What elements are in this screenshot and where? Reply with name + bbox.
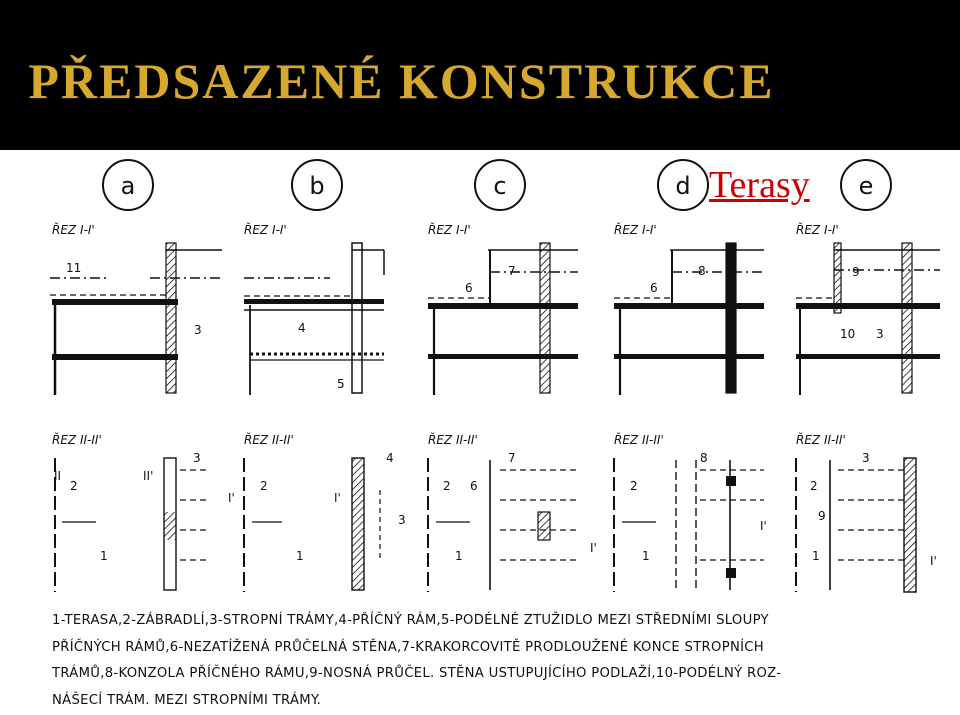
column-letter: b <box>309 172 325 200</box>
title-bar <box>0 0 960 150</box>
section-mark-2: II <box>54 469 62 483</box>
callout-1: 1 <box>642 549 650 563</box>
callout-3: 3 <box>194 323 202 337</box>
section-mark-1p: I' <box>760 519 767 533</box>
section-caption-top: ŘEZ I-I' <box>796 223 839 237</box>
section-mark-2p: II' <box>143 469 154 483</box>
legend-line: NÁŠECÍ TRÁM. MEZI STROPNÍMI TRÁMY. <box>52 692 322 708</box>
callout-8: 8 <box>700 451 708 465</box>
callout-8: 8 <box>698 264 706 278</box>
callout-9: 9 <box>818 509 826 523</box>
column-d-marker <box>658 160 708 210</box>
callout-7: 7 <box>508 264 516 278</box>
callout-3: 3 <box>862 451 870 465</box>
section-mark-1p: I' <box>590 541 597 555</box>
callout-4: 4 <box>386 451 394 465</box>
callout-6: 6 <box>650 281 658 295</box>
section-caption-top: ŘEZ I-I' <box>614 223 657 237</box>
callout-7: 7 <box>508 451 516 465</box>
legend-line: 1-TERASA,2-ZÁBRADLÍ,3-STROPNÍ TRÁMY,4-PŘÍČNÝ RÁM,5-PODÉLNÉ ZTUŽIDLO MEZI STŘEDNÍMI SLOUPY <box>52 613 769 628</box>
panel-c-section-1 <box>428 243 578 395</box>
column-letter: c <box>493 172 507 200</box>
callout-1: 1 <box>100 549 108 563</box>
callout-11: 11 <box>66 261 82 275</box>
section-caption-top: ŘEZ I-I' <box>244 223 287 237</box>
callout-2: 2 <box>443 479 451 493</box>
callout-1: 1 <box>812 549 820 563</box>
section-caption-bottom: ŘEZ II-II' <box>428 433 478 447</box>
section-caption-bottom: ŘEZ II-II' <box>796 433 846 447</box>
panel-a-section-2 <box>55 458 210 592</box>
callout-1: 1 <box>455 549 463 563</box>
section-mark-1p: I' <box>930 554 937 568</box>
callout-5: 5 <box>337 377 345 391</box>
legend-line: TRÁMŮ,8-KONZOLA PŘÍČNÉHO RÁMU,9-NOSNÁ PRŮČEL. STĚNA USTUPUJÍCÍHO PODLAŽÍ,10-PODÉLNÝ ROZ- <box>52 666 782 681</box>
section-mark-1p: I' <box>334 491 341 505</box>
page-title: PŘEDSAZENÉ KONSTRUKCE <box>28 53 775 109</box>
callout-9: 9 <box>852 265 860 279</box>
callout-2: 2 <box>70 479 78 493</box>
callout-3: 3 <box>876 327 884 341</box>
column-letter: a <box>120 172 136 200</box>
column-e-marker <box>841 160 891 210</box>
panel-b-section-1 <box>244 243 384 395</box>
terasy-annotation: Terasy <box>709 164 810 206</box>
panel-d-section-1 <box>614 243 764 395</box>
section-mark-1p: I' <box>228 491 235 505</box>
callout-2: 2 <box>810 479 818 493</box>
callout-3: 3 <box>398 513 406 527</box>
column-c-marker <box>475 160 525 210</box>
callout-4: 4 <box>298 321 306 335</box>
callout-3: 3 <box>193 451 201 465</box>
legend-line: PŘÍČNÝCH RÁMŮ,6-NEZATÍŽENÁ PRŮČELNÁ STĚNA,7-KRAKORCOVITĚ PRODLOUŽENÉ KONCE STROPNÍCH <box>52 639 765 655</box>
structural-drawing <box>0 150 960 605</box>
callout-6: 6 <box>465 281 473 295</box>
section-caption-bottom: ŘEZ II-II' <box>52 433 102 447</box>
section-caption-bottom: ŘEZ II-II' <box>614 433 664 447</box>
callout-1: 1 <box>296 549 304 563</box>
column-a-marker <box>103 160 153 210</box>
legend <box>52 608 947 714</box>
callout-2: 2 <box>630 479 638 493</box>
callout-10: 10 <box>840 327 856 341</box>
column-letter: d <box>675 172 691 200</box>
callout-2: 2 <box>260 479 268 493</box>
column-b-marker <box>292 160 342 210</box>
column-letter: e <box>858 172 874 200</box>
section-caption-top: ŘEZ I-I' <box>52 223 95 237</box>
callout-6: 6 <box>470 479 478 493</box>
section-caption-bottom: ŘEZ II-II' <box>244 433 294 447</box>
section-caption-top: ŘEZ I-I' <box>428 223 471 237</box>
panel-e-section-1 <box>796 243 940 395</box>
